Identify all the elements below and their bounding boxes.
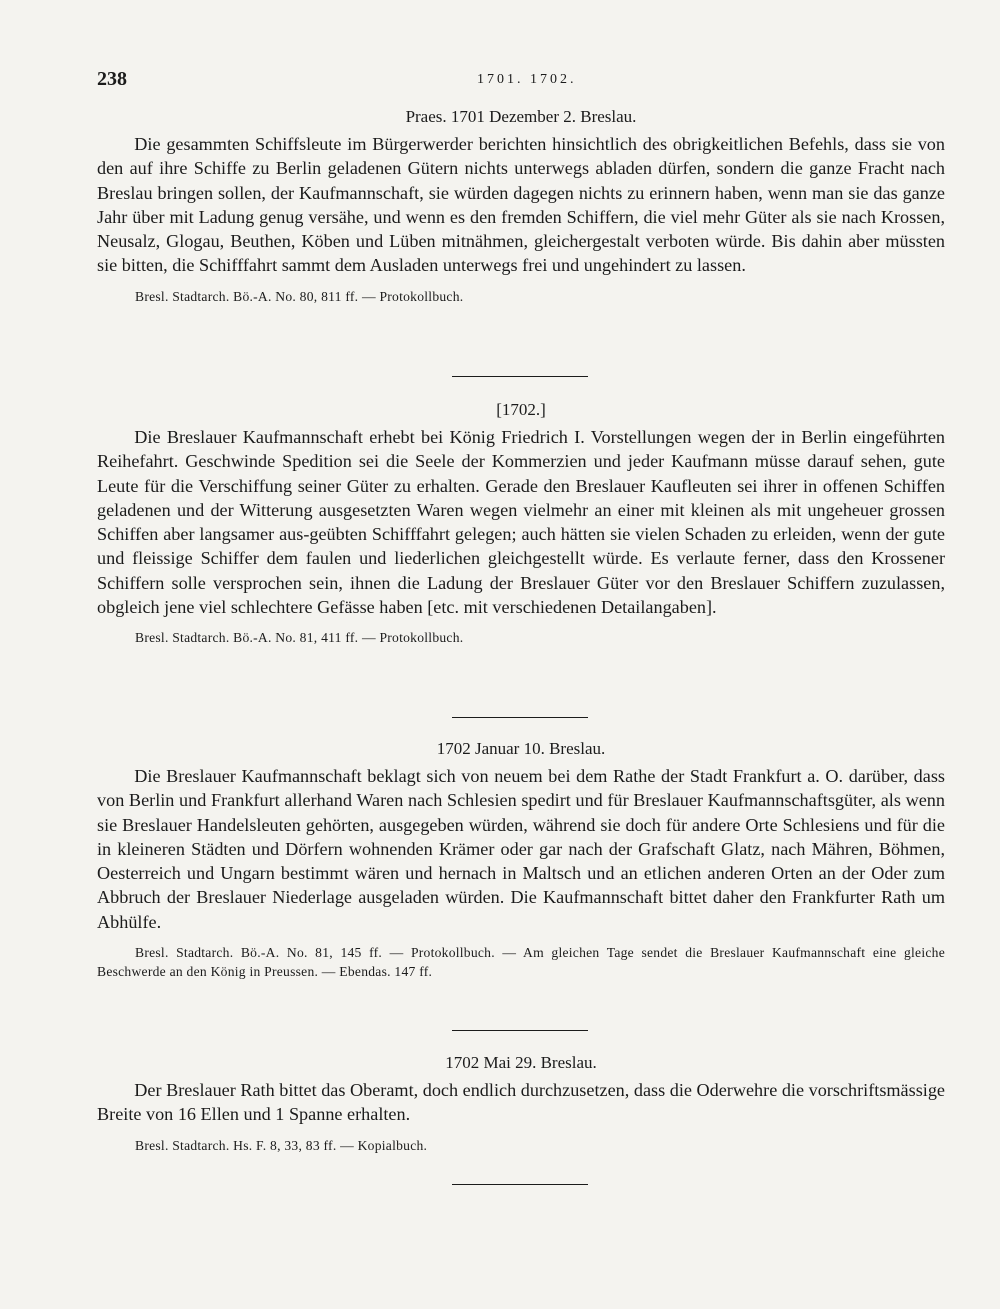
page-number: 238: [97, 68, 127, 90]
entry-1702-mai: [97, 1052, 945, 1155]
entry-source: Bresl. Stadtarch. Bö.-A. No. 81, 145 ff. — Protokollbuch. — Am gleichen Tage sendet die Breslauer Kaufmannschaft eine gleiche Beschwerde an den König in Preussen. — Ebendas. 147 ff.: [97, 945, 945, 980]
running-head: 1701. 1702.: [477, 72, 577, 87]
separator-rule: [452, 376, 588, 377]
entry-heading: Praes. 1701 Dezember 2. Breslau.: [405, 107, 637, 126]
entry-text: Die gesammten Schiffsleute im Bürgerwerder berichten hinsichtlich des obrigkeitlichen Befehls, dass sie von den auf ihre Schiffe zu Berlin geladenen Gütern nichts unterwegs abladen dürfen, sondern die ganze Fracht nach Breslau bringen sollen, der Kaufmannschaft, sie würden dagegen nichts zu erinnern haben, wenn man sie das ganze Jahr über mit Ladung genug versähe, und wenn es den fremden Schiffern, die viel mehr Güter als sie nach Krossen, Neusalz, Glogau, Beuthen, Köben und Lüben mitnähmen, gleichergestalt verboten würde. Bis dahin aber müssten sie bitten, die Schifffahrt sammt dem Ausladen unterwegs frei und ungehindert zu lassen.: [97, 134, 945, 276]
entry-1702-januar: [97, 738, 945, 981]
entry-heading: [1702.]: [496, 400, 546, 419]
entry-source: Bresl. Stadtarch. Bö.-A. No. 80, 811 ff. — Protokollbuch.: [135, 288, 464, 304]
entry-source: Bresl. Stadtarch. Hs. F. 8, 33, 83 ff. — Kopialbuch.: [135, 1137, 428, 1153]
entry-heading: 1702 Mai 29. Breslau.: [445, 1053, 597, 1072]
separator-rule: [452, 1184, 588, 1185]
entry-heading: 1702 Januar 10. Breslau.: [436, 739, 606, 758]
entry-text: Die Breslauer Kaufmannschaft erhebt bei König Friedrich I. Vorstellungen wegen der in Berlin eingeführten Reihefahrt. Geschwinde Spedition sei die Seele der Kommerzien und jeder Kaufmann müsse darauf sehen, gute Leute für die Verschiffung seiner Güter zu erhalten. Gerade den Breslauer Kaufleuten sei ihrer in offenen Schiffen geladenen und der Witterung ausgesetzten Waren wegen vielmehr an einer mit kleinen als mit ungeheuer grossen Schiffen aber langsamer aus-geübten Schifffahrt gelegen; auch hätten sie vielen Schaden zu erleiden, wenn der gute und fleissige Schiffer dem faulen und liederlichen gleichgestellt würde. Es verlaute ferner, dass den Krossener Schiffern solle versprochen sein, ihnen die Ladung der Breslauer Güter vor den Breslauer Schiffern zuzulassen, obgleich jene viel schlechtere Gefässe haben [etc. mit verschiedenen Detailangaben].: [97, 427, 945, 618]
entry-1702-undated: [97, 399, 945, 647]
entry-source: Bresl. Stadtarch. Bö.-A. No. 81, 411 ff. — Protokollbuch.: [135, 630, 464, 646]
page-header: [97, 68, 940, 98]
entry-1702-praes: [97, 106, 945, 306]
separator-rule: [452, 717, 588, 718]
entry-text: Der Breslauer Rath bittet das Oberamt, doch endlich durchzusetzen, dass die Oderwehre die vorschriftsmässige Breite von 16 Ellen und 1 Spanne erhalten.: [97, 1080, 945, 1125]
separator-rule: [452, 1030, 588, 1031]
entry-text: Die Breslauer Kaufmannschaft beklagt sich von neuem bei dem Rathe der Stadt Frankfurt a. O. darüber, dass von Berlin und Frankfurt allerhand Waren nach Schlesien spedirt und für Breslauer Kaufmannschaftsgüter, als wenn sie Breslauer Handelsleuten gehörten, ausgegeben würden, während sie doch für andere Orte Schlesiens und für die in kleineren Städten und Dörfern wohnenden Krämer oder gar nach der Grafschaft Glatz, nach Mähren, Böhmen, Oesterreich und Ungarn bestimmt wären und hernach in Maltsch und an etlichen anderen Orten an der Oder zum Abbruch der Breslauer Niederlage ausgeladen würden. Die Kaufmannschaft bittet daher den Frankfurter Rath um Abhülfe.: [97, 766, 945, 932]
